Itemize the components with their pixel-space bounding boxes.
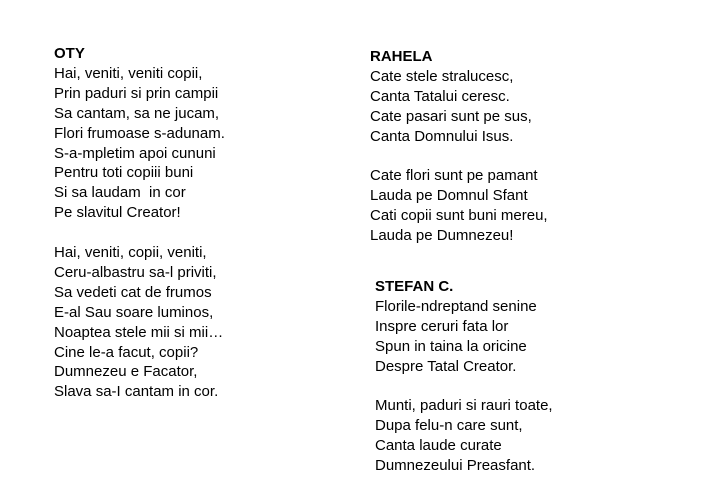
poem-title: OTY [54, 45, 85, 62]
poem-line: Despre Tatal Creator. [375, 357, 517, 375]
poem-line: Canta Tatalui ceresc. [370, 87, 510, 105]
poem-line: Sa vedeti cat de frumos [54, 283, 212, 301]
poem-stanza [375, 297, 553, 377]
poem-title: STEFAN C. [375, 278, 454, 295]
stanza-gap [54, 223, 225, 243]
poem-line: Cate pasari sunt pe sus, [370, 107, 532, 125]
poem-line: Pe slavitul Creator! [54, 204, 181, 222]
poem-title: RAHELA [370, 48, 433, 65]
poem-line: Slava sa-I cantam in cor. [54, 383, 219, 401]
poem-line: Spun in taina la oricine [375, 337, 527, 355]
poem-line: Prin paduri si prin campii [54, 84, 219, 102]
poem-line: Dupa felu-n care sunt, [375, 417, 523, 435]
poem-stanza [370, 67, 548, 147]
poem-line: Hai, veniti, copii, veniti, [54, 244, 207, 262]
poem-oty [54, 44, 225, 402]
poem-line: Canta laude curate [375, 437, 502, 455]
poem-rahela [370, 47, 548, 246]
poem-line: E-al Sau soare luminos, [54, 303, 214, 321]
poem-line: Pentru toti copiii buni [54, 164, 194, 182]
stanza-gap [375, 377, 553, 397]
poem-line: Sa cantam, sa ne jucam, [54, 104, 220, 122]
poem-line: Dumnezeului Preasfant. [375, 457, 536, 475]
poem-line: Canta Domnului Isus. [370, 127, 514, 145]
poem-line: Cate stele stralucesc, [370, 67, 514, 85]
poem-line: Munti, paduri si rauri toate, [375, 397, 553, 415]
poem-line: Cate flori sunt pe pamant [370, 167, 538, 185]
poem-stanza [54, 64, 225, 223]
poem-line: Cati copii sunt buni mereu, [370, 207, 548, 225]
poem-line: Lauda pe Dumnezeu! [370, 227, 514, 245]
poem-line: Noaptea stele mii si mii… [54, 323, 224, 341]
stanza-gap [370, 147, 548, 167]
poem-line: Florile-ndreptand senine [375, 297, 537, 315]
poem-line: Flori frumoase s-adunam. [54, 124, 225, 142]
poem-line: Ceru-albastru sa-l priviti, [54, 263, 217, 281]
poem-line: Lauda pe Domnul Sfant [370, 187, 528, 205]
poem-line: Cine le-a facut, copii? [54, 343, 199, 361]
poem-line: Inspre ceruri fata lor [375, 317, 509, 335]
poem-line: Si sa laudam in cor [54, 184, 186, 202]
poem-stanza [375, 396, 553, 476]
poem-stanza [370, 166, 548, 246]
poem-line: S-a-mpletim apoi cununi [54, 144, 216, 162]
poem-stanza [54, 243, 225, 402]
poem-stefan [375, 277, 553, 476]
poem-line: Hai, veniti, veniti copii, [54, 64, 203, 82]
poem-line: Dumnezeu e Facator, [54, 363, 198, 381]
